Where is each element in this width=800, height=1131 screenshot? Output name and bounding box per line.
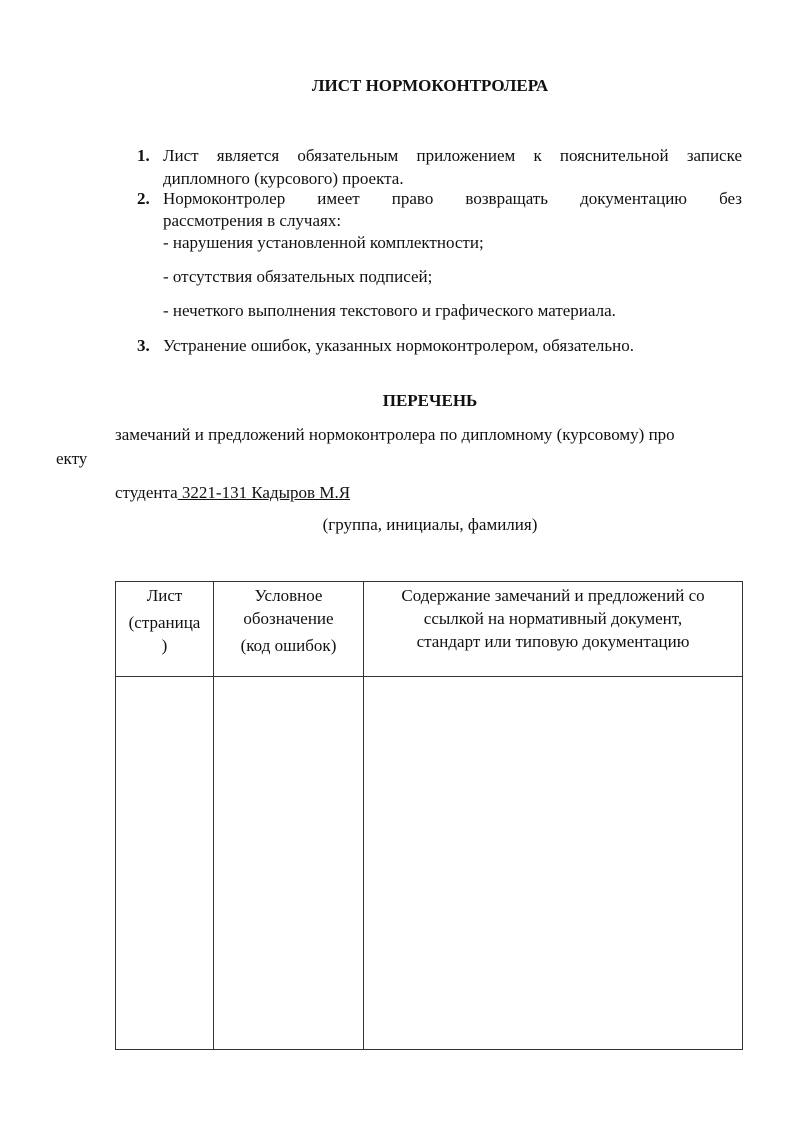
header-sheet-line1: Лист <box>146 586 183 605</box>
student-value: 3221-131 Кадыров М.Я <box>177 483 351 502</box>
header-sheet-line2: (страница <box>128 613 201 632</box>
header-content-line3: стандарт или типовую документацию <box>416 632 690 651</box>
header-code <box>214 582 364 677</box>
remarks-table <box>115 581 743 1050</box>
header-sheet <box>116 582 214 677</box>
table-header-row <box>116 582 743 677</box>
item-3-number: 3. <box>137 336 150 355</box>
table-cell-code[interactable] <box>214 677 364 1050</box>
header-code-line1: Условное <box>254 586 323 605</box>
intro-text-line2: екту <box>56 449 88 468</box>
header-content-line2: ссылкой на нормативный документ, <box>423 609 683 628</box>
student-line <box>115 483 350 503</box>
item-1-text-line1: Лист является обязательным приложением к пояснительной записке <box>163 146 742 165</box>
header-content <box>364 582 743 677</box>
header-code-line2: обозначение <box>243 609 334 628</box>
item-2-subitem: - нарушения установленной комплектности; <box>163 233 484 252</box>
item-2-number: 2. <box>137 189 150 208</box>
header-code-line3: (код ошибок) <box>240 636 337 655</box>
item-2-text-line2: рассмотрения в случаях: <box>163 211 342 230</box>
list-title: ПЕРЕЧЕНЬ <box>382 391 478 410</box>
item-3-text: Устранение ошибок, указанных нормоконтролером, обязательно. <box>163 336 635 355</box>
intro-text-line1: замечаний и предложений нормоконтролера по дипломному (курсовому) про <box>115 425 675 444</box>
header-content-line1: Содержание замечаний и предложений со <box>401 586 705 605</box>
table-row <box>116 677 743 1050</box>
item-2-subitem: - нечеткого выполнения текстового и графического материала. <box>163 301 616 320</box>
student-label: студента <box>115 483 178 502</box>
student-caption: (группа, инициалы, фамилия) <box>322 515 538 534</box>
item-2-subitem: - отсутствия обязательных подписей; <box>163 267 433 286</box>
item-2-text-line1: Нормоконтролер имеет право возвращать документацию без <box>163 189 742 208</box>
header-sheet-line3: ) <box>161 636 168 655</box>
table-cell-content[interactable] <box>364 677 743 1050</box>
page-title: ЛИСТ НОРМОКОНТРОЛЕРА <box>311 76 549 95</box>
item-1-number: 1. <box>137 146 150 165</box>
table-cell-sheet[interactable] <box>116 677 214 1050</box>
item-1-text-line2: дипломного (курсового) проекта. <box>163 169 404 188</box>
